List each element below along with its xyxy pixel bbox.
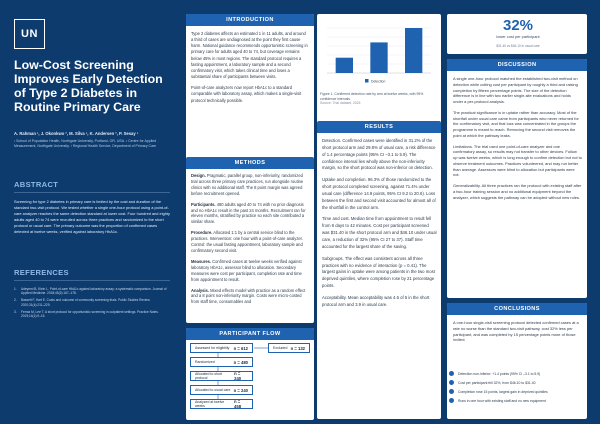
reference-item	[14, 298, 172, 307]
figure-caption	[320, 92, 436, 106]
stat-sub: $31.40 vs $46.10 in usual care	[496, 44, 540, 48]
flow-step-count: n = 480	[233, 359, 248, 365]
detection-bar-chart	[319, 13, 435, 87]
conclusions-text: A one-hour single-visit screening protocol detected confirmed cases at a rate no worse than the standard two-visit pathway, cost 32% less per participant, and was completed by 15 percentage points more of those invited.	[453, 320, 579, 343]
chart-bar	[336, 58, 353, 73]
author-list: A. Rahman ¹, J. Okonkwo ², M. Silva ¹, K. Andersen ², P. Sesay ¹	[14, 131, 139, 136]
abstract-divider	[14, 192, 170, 193]
flow-step-usual-care	[190, 385, 253, 395]
results-uptake: Uptake and completion. 96.3% of those randomized to the short protocol completed screening, against 71.4% under usual care (difference 14.9 points, 95% CI 9.2 to 20.6). Loss between the first and second visit accounted for almost all of the shortfall in the control arm.	[322, 177, 436, 210]
abstract-heading: ABSTRACT	[14, 180, 59, 189]
reference-text: Ferraz M, Lee T. A short protocol for opportunistic screening in outpatient settings. Practice Notes. 2019;14(1):9–15.	[21, 309, 159, 319]
conclusion-bullet-text: Cost per participant fell 32%, from $46.10 to $31.40	[458, 380, 536, 385]
discussion-paragraph: Limitations. The trial used one point-of-care analyzer and one confirmatory assay, so results may not transfer to other devices. Follow up was twelve weeks, which is long enough to confirm detection but not to observe treatment outcomes. Practices volunteered, and may run better than average. Assessors were blind to allocation but participants were not.	[453, 143, 582, 178]
reference-number: 2.	[14, 298, 17, 303]
flow-step-count: n = 240	[233, 387, 248, 393]
methods-card	[186, 157, 314, 323]
methods-text	[191, 173, 309, 310]
methods-heading: METHODS	[186, 157, 314, 169]
references-divider	[14, 280, 170, 281]
flow-step-count: n = 458	[234, 399, 242, 409]
introduction-heading: INTRODUCTION	[186, 14, 314, 26]
clock-icon	[449, 398, 454, 403]
methods-procedure: Allocated 1:1 by a central service blind to the practices. Intervention: one hour with a point-of-care analyzer. Control: the usual fasting appointment, laboratory sample and confirmatory second visit.	[191, 230, 303, 253]
results-time-cost: Time and cost. Median time from appointment to result fell from 8 days to 42 minutes. Cost per participant screened was $31.40 in the short protocol arm and $46.10 under usual care, a reduction of 32% (95% CI 27 to 37). Staff time accounted for the largest share of the saving.	[322, 216, 437, 249]
flow-step-count: n = 240	[234, 371, 242, 381]
reference-number: 3.	[14, 309, 17, 314]
methods-design: Pragmatic, parallel group, non-inferiority, randomized trial across three primary care practices, run alongside routine clinics with no additional staff. The 8 point margin was agreed before recruitment opened.	[191, 173, 304, 196]
conclusions-heading: CONCLUSIONS	[447, 303, 587, 315]
results-card	[317, 121, 441, 419]
stat-value: 32%	[502, 17, 534, 34]
abstract-text: Screening for type 2 diabetes in primary care is limited by the cost and duration of the standard two-visit protocol. We tested whether a single one-hour protocol using a point-of-care analyzer reaches the same detection standard at lower cost. Four hundred and eighty adults aged 40 to 74 were recruited across three practices and randomized to the short protocol or usual care. The primary outcome was the proportion of confirmed cases detected at twelve weeks, verified against laboratory HbA1c.	[14, 199, 170, 235]
chart-bar	[405, 28, 422, 73]
chart-legend-swatch	[365, 79, 369, 83]
reference-text: Adeyemi B, Klein L. Point-of-care HbA1c against laboratory assay: a systematic comparison. Journal of Applied Medicine. 2018;45(2):167–178.	[21, 287, 167, 296]
methods-analysis: Mixed effects model with practice as a random effect and a 8 point non-inferiority margin. Costs were micro-costed from staff time, consumables and	[191, 287, 306, 305]
figure-source: Source: Trial dataset, 2024	[320, 101, 361, 106]
figure-caption-text: Figure 1. Confirmed detection rate by arm at twelve weeks, with 95% confidence intervals.	[320, 92, 424, 101]
flow-step-label: Allocated to usual care	[195, 388, 231, 392]
reference-number: 1.	[14, 287, 17, 291]
participant-flow-heading: PARTICIPANT FLOW	[186, 328, 314, 340]
methods-participants-lead: Participants.	[191, 201, 216, 207]
reference-item	[14, 287, 172, 296]
conclusion-bullet	[449, 389, 589, 394]
affiliations: ¹ School of Population Health, Northgate University, Portland, OR, USA. ² Centre for Applied Measurement, Northgate University. ³ Regional Health Service, Department of Primary Care	[14, 139, 157, 148]
references-heading: REFERENCES	[14, 268, 69, 277]
conclusion-bullet-text: Completion rose 15 points, largest gain in deprived quintiles	[458, 389, 548, 394]
reference-text: Bassett F, Hart E. Costs and outcome of community screening trials. Public Studies Review. 2020;31(4):211–229.	[21, 298, 151, 307]
check-icon	[449, 371, 454, 376]
flow-step-randomized	[190, 357, 253, 367]
flow-step-analyzed	[190, 399, 253, 409]
flow-step-label: Randomized	[195, 360, 215, 364]
poster-title: Low-Cost Screening Improves Early Detection of Type 2 Diabetes in Routine Primary Care	[14, 58, 163, 114]
results-text	[322, 138, 437, 314]
introduction-text	[191, 31, 309, 109]
reference-list	[14, 287, 172, 321]
methods-analysis-lead: Analysis.	[191, 287, 209, 293]
discussion-paragraph: A single one-hour protocol matched the established two-visit method on detection while cutting cost per participant by roughly a third and raising completion by fifteen percentage points. The size of the detection difference is in line with two earlier single-site evaluations and holds under a per-protocol analysis.	[453, 76, 578, 104]
discussion-paragraph: Generalizability. All three practices ran the protocol with existing staff after a two-hour training session and no additional equipment beyond the analyzer, which suggests the pathway can be adopted without new roles.	[453, 183, 582, 200]
conclusion-bullet	[449, 371, 589, 376]
flow-excluded-count: n = 132	[290, 345, 305, 351]
discussion-heading: DISCUSSION	[447, 59, 587, 71]
results-subgroups: Subgroups. The effect was consistent across all three practices with no evidence of interaction (p = 0.41). The largest gains in uptake were among patients in the two most deprived quintiles, where completion rose by 21 percentage points.	[322, 255, 435, 289]
methods-procedure-lead: Procedure.	[191, 230, 213, 236]
introduction-paragraph: Point-of-care analyzers now report HbA1c to a standard comparable with laboratory assay, which makes a single-visit protocol technically possible.	[191, 85, 302, 103]
introduction-card	[186, 14, 314, 162]
stat-label: lower cost per participant	[496, 34, 540, 39]
conclusion-bullet-text: Detection non-inferior: +1.4 points (95% CI –3.1 to 5.9)	[458, 371, 541, 376]
left-column	[0, 0, 178, 424]
results-acceptability: Acceptability. Mean acceptability was 4.6 of 5 in the short protocol arm and 3.9 in usual care.	[322, 294, 430, 307]
reference-item	[14, 310, 172, 319]
flow-step-label: Allocated to short protocol	[195, 372, 223, 380]
discussion-card	[447, 59, 587, 298]
university-logo: UN	[14, 19, 45, 49]
conclusion-bullet	[449, 380, 589, 385]
conclusion-bullet-text: Runs in one hour with existing staff and no new equipment	[458, 398, 546, 403]
methods-design-lead: Design.	[191, 173, 206, 178]
chart-bar	[370, 42, 387, 73]
flow-step-label: Assessed for eligibility	[195, 346, 230, 350]
discussion-text	[453, 76, 582, 205]
methods-participants: 480 adults aged 40 to 74 with no prior diagnosis and no HbA1c result in the past 24 months. Recruitment ran for eleven months, stratified by practice so each site contributed a similar share.	[191, 201, 306, 225]
conclusion-bullet	[449, 398, 589, 403]
trend-up-icon	[449, 389, 454, 394]
flow-excluded-box	[268, 343, 310, 353]
results-heading: RESULTS	[317, 121, 441, 133]
introduction-paragraph: Type 2 diabetes affects an estimated 1 in 11 adults, and around a third of cases are undiagnosed at the point they first cause harm. National guidance recommends opportunistic screening in primary care for adults aged 40 to 74, but coverage remains below 45% in most regions. The standard protocol requires a fasting appointment, a laboratory sample and a second confirmatory visit, which takes clinical time and loses a substantial share of participants between visits.	[191, 31, 308, 80]
coin-icon	[449, 380, 454, 385]
methods-measures-lead: Measures.	[191, 258, 212, 264]
flow-step-eligibility	[190, 343, 253, 353]
flow-step-label: Analyzed at twelve weeks	[195, 400, 225, 408]
chart-legend-label: Detection	[371, 79, 386, 84]
results-detection: Detection. Confirmed cases were identified in 31.2% of the short protocol arm and 29.8% of usual care, a risk difference of 1.4 percentage points (95% CI –3.1 to 5.9). The confidence interval lies wholly above the non-inferiority margin, so the short protocol was non-inferior on detection.	[322, 138, 436, 171]
flow-step-count: n = 612	[233, 345, 248, 351]
discussion-paragraph: The practical significance is in uptake rather than accuracy. Most of the shortfall under usual care came from participants who never returned for the confirmatory visit, and that loss was concentrated in the groups the programme is meant to reach. Removing the second visit removes the point at which the pathway leaks.	[453, 109, 579, 138]
flow-step-short-protocol	[190, 371, 253, 381]
methods-measures: Confirmed cases at twelve weeks verified against laboratory HbA1c, assessor blind to allocation. Secondary measures were cost per participant, completion rate and time from appointment to result.	[191, 258, 302, 282]
flow-excluded-label: Excluded	[273, 346, 288, 350]
